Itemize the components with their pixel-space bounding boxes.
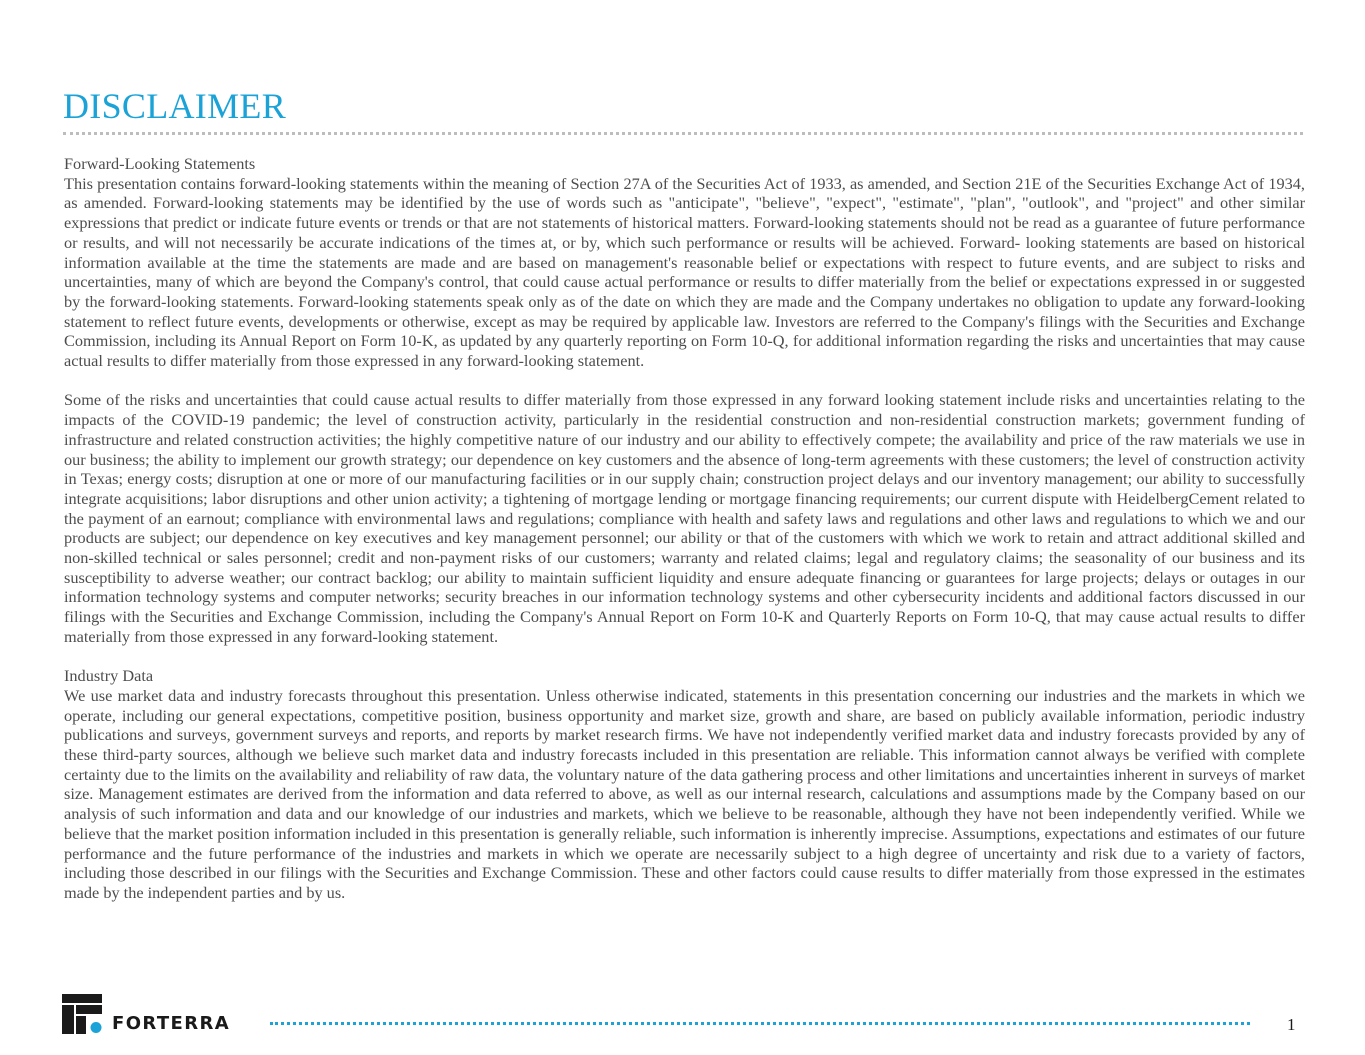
paragraph-spacer (64, 371, 1305, 391)
risks-paragraph: Some of the risks and uncertainties that could cause actual results to differ materially from those expressed in any forward looking statement include risks and uncertainties relating to the impacts of the COVID-19 pandemic; the level of construction activity, particularly in the residential construction and non-residential construction markets; government funding of infrastructure and related construction activities; the highly competitive nature of our industry and our ability to effectively compete; the availability and price of the raw materials we use in our business; the ability to implement our growth strategy; our dependence on key customers and the absence of long-term agreements with these customers; the level of construction activity in Texas; energy costs; disruption at one or more of our manufacturing facilities or in our supply chain; construction project delays and our inventory management; our ability to successfully integrate acquisitions; labor disruptions and other union activity; a tightening of mortgage lending or mortgage financing requirements; our current dispute with HeidelbergCement related to the payment of an earnout; compliance with environmental laws and regulations; compliance with health and safety laws and regulations and other laws and regulations to which we and our products are subject; our dependence on key executives and key management personnel; our ability or that of the customers with which we work to retain and attract additional skilled and non-skilled technical or sales personnel; credit and non-payment risks of our customers; warranty and related claims; legal and regulatory claims; the seasonality of our business and its susceptibility to adverse weather; our contract backlog; our ability to maintain sufficient liquidity and ensure adequate financing or guarantees for large projects; delays or outages in our information technology systems and computer networks; security breaches in our information technology systems and other cybersecurity incidents and additional factors discussed in our filings with the Securities and Exchange Commission, including the Company's Annual Report on Form 10-K and Quarterly Reports on Form 10-Q, that may cause actual results to differ materially from those expressed in any forward-looking statement. (64, 390, 1305, 646)
forterra-logo-text: FORTERRA (112, 1013, 231, 1034)
paragraph-spacer (64, 647, 1305, 667)
industry-data-paragraph: We use market data and industry forecasts throughout this presentation. Unless otherwise indicated, statements in this presentation concerning our industries and the markets in which we operate, including our general expectations, competitive position, business opportunity and market size, growth and share, are based on publicly available information, periodic industry publications and surveys, government surveys and reports, and reports by market research firms. We have not independently verified market data and industry forecasts provided by any of these third-party sources, although we believe such market data and industry forecasts included in this presentation are reliable. This information cannot always be verified with complete certainty due to the limits on the availability and reliability of raw data, the voluntary nature of the data gathering process and other limitations and uncertainties inherent in surveys of market size. Management estimates are derived from the information and data referred to above, as well as our internal research, calculations and assumptions made by the Company based on our analysis of such information and data and our knowledge of our industries and markets, which we believe to be reasonable, although they have not been independently verified. While we believe that the market position information included in this presentation is generally reliable, such information is inherently imprecise. Assumptions, expectations and estimates of our future performance and the future performance of the industries and markets in which we operate are necessarily subject to a high degree of uncertainty and risk due to a variety of factors, including those described in our filings with the Securities and Exchange Commission. These and other factors could cause results to differ materially from those expressed in the estimates made by the independent parties and by us. (64, 685, 1305, 902)
industry-data-heading: Industry Data (64, 666, 154, 686)
footer-divider (270, 1022, 1250, 1025)
disclaimer-body (64, 154, 1305, 903)
page-number: 1 (1287, 1015, 1296, 1034)
forterra-logo-mark-icon (62, 994, 102, 1034)
title-divider (63, 132, 1303, 135)
forward-looking-paragraph: This presentation contains forward-looking statements within the meaning of Section 27A of the Securities Act of 1933, as amended, and Section 21E of the Securities Exchange Act of 1934, as amended. Forward-looking statements may be identified by the use of words such as "anticipate", "believe", "expect", "estimate", "plan", "outlook", and "project" and other similar expressions that predict or indicate future events or trends or that are not statements of historical matters. Forward-looking statements should not be read as a guarantee of future performance or results, and will not necessarily be accurate indications of the times at, or by, which such performance or results will be achieved. Forward- looking statements are based on historical information available at the time the statements are made and are based on management's reasonable belief or expectations with respect to future events, and are subject to risks and uncertainties, many of which are beyond the Company's control, that could cause actual performance or results to differ materially from the belief or expectations expressed in or suggested by the forward-looking statements. Forward-looking statements speak only as of the date on which they are made and the Company undertakes no obligation to update any forward-looking statement to reflect future events, developments or otherwise, except as may be required by applicable law. Investors are referred to the Company's filings with the Securities and Exchange Commission, including its Annual Report on Form 10-K, as updated by any quarterly reporting on Form 10-Q, for additional information regarding the risks and uncertainties that may cause actual results to differ materially from those expressed in any forward-looking statement. (64, 173, 1305, 371)
page-title: DISCLAIMER (63, 86, 287, 126)
forterra-logo (62, 994, 252, 1034)
forward-looking-heading: Forward-Looking Statements (64, 154, 256, 173)
